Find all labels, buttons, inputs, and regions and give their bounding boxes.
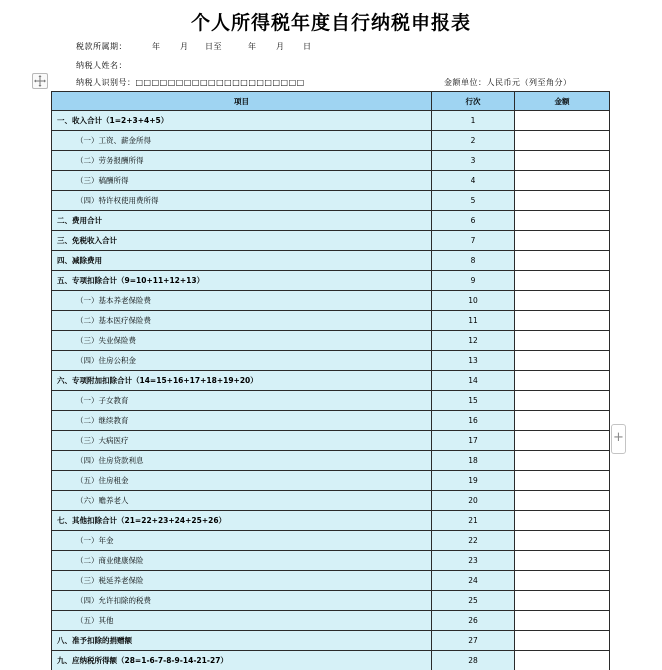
row-amount-cell[interactable] bbox=[515, 511, 610, 531]
table-row bbox=[52, 151, 610, 171]
row-item-label: （二）继续教育 bbox=[52, 411, 432, 431]
row-amount-cell[interactable] bbox=[515, 131, 610, 151]
period-month-start: 月 bbox=[180, 42, 189, 51]
table-row bbox=[52, 191, 610, 211]
row-amount-cell[interactable] bbox=[515, 491, 610, 511]
table-row bbox=[52, 171, 610, 191]
row-amount-cell[interactable] bbox=[515, 411, 610, 431]
table-row bbox=[52, 631, 610, 651]
row-item-label: （四）住房公积金 bbox=[52, 351, 432, 371]
currency-unit-label: 金额单位：人民币元（列至角分） bbox=[444, 78, 572, 87]
table-row bbox=[52, 611, 610, 631]
row-item-label: （五）住房租金 bbox=[52, 471, 432, 491]
table-row bbox=[52, 211, 610, 231]
row-item-label: 八、准予扣除的捐赠额 bbox=[52, 631, 432, 651]
row-line-no: 14 bbox=[432, 371, 515, 391]
table-row bbox=[52, 311, 610, 331]
row-line-no: 4 bbox=[432, 171, 515, 191]
row-item-label: （一）子女教育 bbox=[52, 391, 432, 411]
row-line-no: 5 bbox=[432, 191, 515, 211]
column-header-amount: 金额 bbox=[515, 92, 610, 111]
table-row bbox=[52, 511, 610, 531]
table-row bbox=[52, 411, 610, 431]
row-amount-cell[interactable] bbox=[515, 391, 610, 411]
row-item-label: （二）商业健康保险 bbox=[52, 551, 432, 571]
table-row bbox=[52, 111, 610, 131]
row-line-no: 7 bbox=[432, 231, 515, 251]
row-amount-cell[interactable] bbox=[515, 371, 610, 391]
row-item-label: （三）大病医疗 bbox=[52, 431, 432, 451]
row-amount-cell[interactable] bbox=[515, 651, 610, 670]
row-item-label: （二）劳务报酬所得 bbox=[52, 151, 432, 171]
table-row bbox=[52, 231, 610, 251]
row-item-label: （三）稿酬所得 bbox=[52, 171, 432, 191]
row-line-no: 26 bbox=[432, 611, 515, 631]
row-line-no: 9 bbox=[432, 271, 515, 291]
row-amount-cell[interactable] bbox=[515, 591, 610, 611]
row-item-label: （一）工资、薪金所得 bbox=[52, 131, 432, 151]
row-amount-cell[interactable] bbox=[515, 611, 610, 631]
row-item-label: （五）其他 bbox=[52, 611, 432, 631]
table-row bbox=[52, 571, 610, 591]
table-header-row bbox=[52, 92, 610, 111]
table-row bbox=[52, 491, 610, 511]
row-amount-cell[interactable] bbox=[515, 451, 610, 471]
tax-return-table bbox=[51, 91, 610, 670]
period-label: 税款所属期： bbox=[76, 42, 127, 51]
row-amount-cell[interactable] bbox=[515, 531, 610, 551]
row-line-no: 21 bbox=[432, 511, 515, 531]
period-year-end: 年 bbox=[248, 42, 257, 51]
row-line-no: 17 bbox=[432, 431, 515, 451]
row-amount-cell[interactable] bbox=[515, 151, 610, 171]
row-line-no: 12 bbox=[432, 331, 515, 351]
row-amount-cell[interactable] bbox=[515, 191, 610, 211]
table-row bbox=[52, 351, 610, 371]
row-amount-cell[interactable] bbox=[515, 171, 610, 191]
table-row bbox=[52, 471, 610, 491]
row-amount-cell[interactable] bbox=[515, 471, 610, 491]
period-day-to: 日至 bbox=[205, 42, 222, 51]
row-item-label: （六）赡养老人 bbox=[52, 491, 432, 511]
table-row bbox=[52, 391, 610, 411]
row-item-label: 九、应纳税所得额（28=1-6-7-8-9-14-21-27） bbox=[52, 651, 432, 670]
taxpayer-id-label: 纳税人识别号：□□□□□□□□□□□□□□□□□□□□□ bbox=[76, 78, 305, 87]
row-amount-cell[interactable] bbox=[515, 111, 610, 131]
table-row bbox=[52, 551, 610, 571]
form-title: 个人所得税年度自行纳税申报表 bbox=[190, 12, 471, 34]
row-item-label: 二、费用合计 bbox=[52, 211, 432, 231]
taxpayer-name-label: 纳税人姓名： bbox=[76, 61, 127, 70]
row-line-no: 16 bbox=[432, 411, 515, 431]
row-amount-cell[interactable] bbox=[515, 271, 610, 291]
row-amount-cell[interactable] bbox=[515, 631, 610, 651]
row-line-no: 24 bbox=[432, 571, 515, 591]
row-line-no: 8 bbox=[432, 251, 515, 271]
row-item-label: （三）税延养老保险 bbox=[52, 571, 432, 591]
column-header-line-no: 行次 bbox=[432, 92, 515, 111]
row-amount-cell[interactable] bbox=[515, 571, 610, 591]
period-day-end: 日 bbox=[303, 42, 312, 51]
row-amount-cell[interactable] bbox=[515, 331, 610, 351]
table-row bbox=[52, 651, 610, 670]
row-item-label: （一）基本养老保险费 bbox=[52, 291, 432, 311]
row-amount-cell[interactable] bbox=[515, 251, 610, 271]
row-line-no: 20 bbox=[432, 491, 515, 511]
row-line-no: 25 bbox=[432, 591, 515, 611]
row-line-no: 2 bbox=[432, 131, 515, 151]
row-item-label: （四）允许扣除的税费 bbox=[52, 591, 432, 611]
table-row bbox=[52, 591, 610, 611]
row-line-no: 28 bbox=[432, 651, 515, 670]
table-row bbox=[52, 451, 610, 471]
row-line-no: 23 bbox=[432, 551, 515, 571]
row-line-no: 1 bbox=[432, 111, 515, 131]
row-item-label: （四）特许权使用费所得 bbox=[52, 191, 432, 211]
table-row bbox=[52, 431, 610, 451]
row-amount-cell[interactable] bbox=[515, 351, 610, 371]
table-row bbox=[52, 531, 610, 551]
row-amount-cell[interactable] bbox=[515, 291, 610, 311]
row-line-no: 6 bbox=[432, 211, 515, 231]
row-line-no: 15 bbox=[432, 391, 515, 411]
table-row bbox=[52, 331, 610, 351]
row-item-label: 六、专项附加扣除合计（14=15+16+17+18+19+20） bbox=[52, 371, 432, 391]
row-line-no: 13 bbox=[432, 351, 515, 371]
row-item-label: 四、减除费用 bbox=[52, 251, 432, 271]
table-row bbox=[52, 291, 610, 311]
row-item-label: （四）住房贷款利息 bbox=[52, 451, 432, 471]
row-item-label: （二）基本医疗保险费 bbox=[52, 311, 432, 331]
table-row bbox=[52, 251, 610, 271]
row-amount-cell[interactable] bbox=[515, 551, 610, 571]
row-line-no: 3 bbox=[432, 151, 515, 171]
period-month-end: 月 bbox=[276, 42, 285, 51]
row-line-no: 19 bbox=[432, 471, 515, 491]
row-item-label: 一、收入合计（1=2+3+4+5） bbox=[52, 111, 432, 131]
row-amount-cell[interactable] bbox=[515, 231, 610, 251]
row-line-no: 10 bbox=[432, 291, 515, 311]
row-line-no: 18 bbox=[432, 451, 515, 471]
row-amount-cell[interactable] bbox=[515, 311, 610, 331]
row-line-no: 22 bbox=[432, 531, 515, 551]
table-row bbox=[52, 271, 610, 291]
table-row bbox=[52, 131, 610, 151]
row-item-label: （一）年金 bbox=[52, 531, 432, 551]
row-amount-cell[interactable] bbox=[515, 431, 610, 451]
plus-icon[interactable]: + bbox=[611, 424, 626, 454]
row-line-no: 11 bbox=[432, 311, 515, 331]
period-year-start: 年 bbox=[152, 42, 161, 51]
row-amount-cell[interactable] bbox=[515, 211, 610, 231]
column-header-item: 项目 bbox=[52, 92, 432, 111]
row-item-label: （三）失业保险费 bbox=[52, 331, 432, 351]
row-item-label: 七、其他扣除合计（21=22+23+24+25+26） bbox=[52, 511, 432, 531]
row-item-label: 三、免税收入合计 bbox=[52, 231, 432, 251]
row-item-label: 五、专项扣除合计（9=10+11+12+13） bbox=[52, 271, 432, 291]
move-arrows-icon[interactable] bbox=[32, 73, 48, 89]
table-row bbox=[52, 371, 610, 391]
row-line-no: 27 bbox=[432, 631, 515, 651]
